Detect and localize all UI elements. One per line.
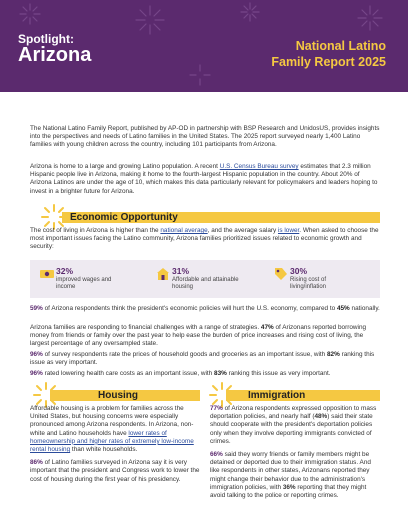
spotlight-label: Spotlight: (18, 32, 74, 46)
economic-p4-a: rated lowering health care costs as an important issue, with (42, 370, 215, 377)
immigration-p2-a: said they worry friends or family members might be detained or deported due to their immigration status. And like respondents in other states, Arizonans reported they might change their behavior due to the administration's immigration policies, with (210, 451, 371, 491)
economic-p1-b: nationally. (349, 305, 380, 312)
housing-paragraph-1 (30, 405, 202, 454)
stat-86: 86% (30, 459, 43, 467)
national-average-link[interactable]: national average (160, 227, 208, 234)
stat-66: 66% (210, 451, 223, 459)
economic-intro-c: . When asked to choose the most important issues facing the Latino community, Arizona families prioritized issues related to economic growth and security: (30, 227, 379, 251)
economic-p3-b: ranking this issue as very important. (30, 351, 375, 367)
stat-59: 59% (30, 305, 43, 312)
stat-pct-housing: 31% (172, 266, 190, 276)
stat-label-housing: Affordable and attainable housing (172, 277, 239, 291)
intro-p2-text-a: Arizona is home to a large and growing Latino population. A recent (30, 163, 220, 170)
economic-heading: Economic Opportunity (70, 212, 178, 223)
state-title: Arizona (18, 44, 92, 66)
economic-p1-a: of Arizona respondents think the president's economic policies will hurt the U.S. economy, compared to (42, 305, 337, 312)
immigration-paragraph-2 (210, 451, 382, 500)
house-icon (156, 267, 170, 281)
immigration-p1-a: of Arizona respondents expressed opposition to mass deportation policies, and nearly half ( (210, 405, 377, 421)
stat-45: 45% (336, 305, 350, 312)
homeownership-link[interactable]: lower rates of homeownership and higher rates of extremely low-income rental housing (30, 429, 194, 454)
stat-pct-wages: 32% (56, 266, 74, 276)
economic-p2-b: of Arizonans reported borrowing money from friends or family over the past year to help ease the burden of price increases and rising cost of living, the largest percentage of any oversampled state. (30, 324, 367, 348)
housing-p1-a: Affordable housing is a problem for families across the United States, but housing concerns were especially pronounced among Arizona respondents. In Arizona, non-white and Latino households have (30, 405, 194, 437)
economic-intro (30, 227, 380, 252)
stats-box (30, 260, 380, 298)
stat-36: 36% (282, 483, 296, 491)
stat-82: 82% (327, 351, 340, 358)
housing-paragraph-2 (30, 459, 202, 484)
intro-paragraph-1: The National Latino Family Report, published by AP-OD in partnership with BSP Research and UnidosUS, provides insights into the perspectives and needs of Latino families in the United States. The 2025 report surveyed nearly 1,400 Latino families with young children across the country, including 101 participants from Arizona. (30, 125, 380, 149)
stat-77: 77% (210, 405, 223, 412)
immigration-column (210, 405, 382, 505)
stat-83: 83% (214, 370, 227, 377)
report-title-line2: Family Report 2025 (271, 55, 386, 69)
price-tag-icon (274, 267, 288, 281)
stat-96-health: 96% (30, 370, 43, 377)
housing-column (30, 405, 202, 489)
economic-p4-b: ranking this issue as very important. (226, 370, 331, 377)
report-title (271, 38, 386, 70)
economic-paragraph-4 (30, 370, 380, 378)
money-icon (40, 267, 54, 281)
stat-label-wages: improved wages and income (56, 277, 112, 291)
census-survey-link[interactable]: U.S. Census Bureau survey (219, 163, 299, 170)
immigration-heading: Immigration (248, 390, 306, 401)
intro-p2-text-b: estimates that 2.3 million Hispanic people live in Arizona, making it home to the fourth-largest Hispanic population in the country. About 20% of Arizona Latinos are under the age of 10, which makes this data particularly relevant for policymakers and leaders hoping to invest in a brighter future for Arizona. (30, 163, 378, 195)
immigration-p1-b: ) said their state should cooperate with the president's deportation policies only when they involve deporting immigrants convicted of crimes. (210, 413, 373, 445)
economic-paragraph-2 (30, 324, 380, 349)
report-title-line1: National Latino (295, 39, 386, 53)
stat-label-inflation: Rising cost of living/inflation (290, 277, 327, 291)
economic-p2-a: Arizona families are responding to financial challenges with a range of strategies. (30, 324, 261, 331)
header-banner (0, 0, 408, 92)
immigration-p2-b: reporting that they might avoid talking to the police or reporting crimes. (210, 483, 367, 500)
intro-paragraph-2 (30, 163, 380, 196)
housing-p1-b: than white households. (70, 446, 138, 454)
stat-96-goods: 96% (30, 351, 43, 358)
immigration-paragraph-1 (210, 405, 382, 446)
economic-paragraph-3 (30, 351, 380, 367)
housing-p2-a: of Latino families surveyed in Arizona say it is very important that the president and Congress work to lower the cost of housing during the first year of his presidency. (30, 459, 200, 483)
salary-lower-link[interactable]: is lower (277, 227, 300, 234)
stat-pct-inflation: 30% (290, 266, 308, 276)
economic-intro-b: , and the average salary (207, 227, 278, 234)
economic-paragraph-1 (30, 305, 380, 313)
economic-intro-a: The cost of living in Arizona is higher than the (30, 227, 161, 234)
housing-heading: Housing (98, 390, 138, 401)
stat-47: 47% (260, 324, 274, 331)
stat-48: 48% (314, 413, 328, 421)
economic-p3-a: of survey respondents rate the prices of household goods and groceries as an important issue, with (42, 351, 327, 358)
